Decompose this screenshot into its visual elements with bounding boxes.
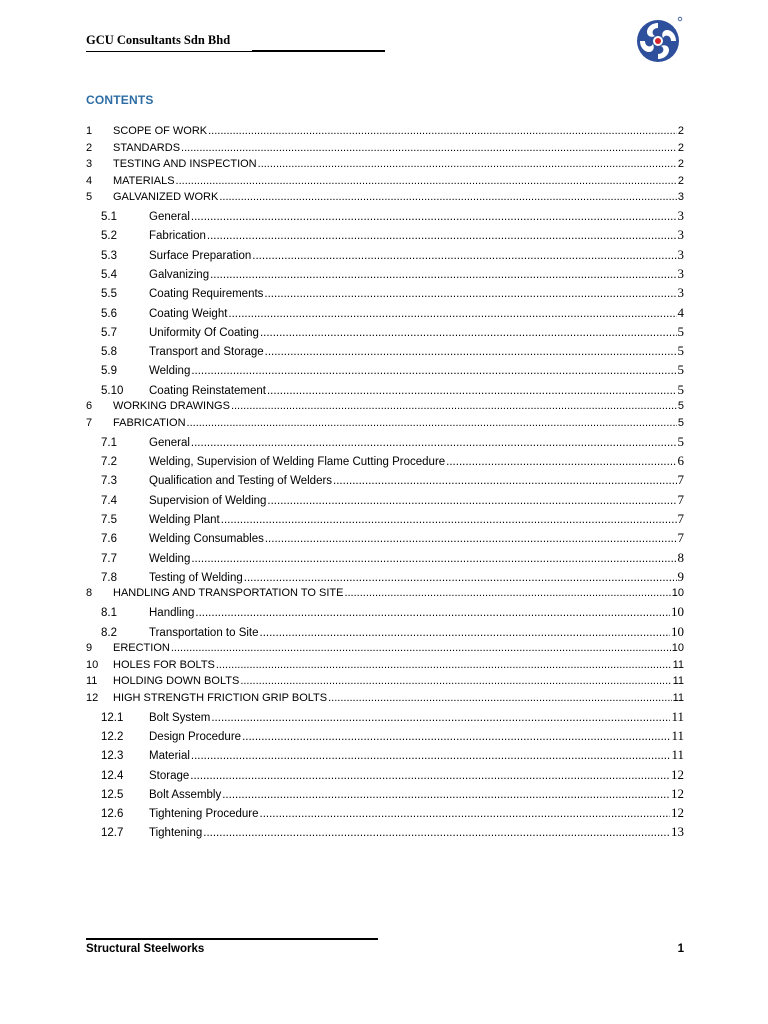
toc-entry[interactable] (86, 624, 684, 643)
footer-title: Structural Steelworks (86, 943, 205, 955)
toc-entry-title: Tightening Procedure (149, 808, 259, 821)
toc-dot-leader (211, 712, 670, 724)
toc-entry-title: Welding, Supervision of Welding Flame Cutting Procedure (149, 456, 446, 468)
toc-entry-title: Coating Weight (149, 307, 228, 320)
toc-dot-leader (265, 533, 677, 545)
toc-dot-leader (333, 475, 676, 487)
toc-entry-page: 8 (677, 549, 684, 565)
toc-entry[interactable] (86, 530, 684, 549)
toc-entry-title: WORKING DRAWINGS (113, 400, 230, 413)
toc-dot-leader (191, 211, 677, 223)
toc-entry-page: 11 (672, 675, 684, 688)
toc-entry-title: HOLDING DOWN BOLTS (113, 675, 240, 688)
toc-dot-leader (264, 288, 676, 300)
toc-entry-number: 5.6 (101, 307, 117, 320)
toc-entry[interactable] (86, 550, 684, 569)
toc-entry[interactable] (86, 227, 684, 246)
toc-entry-number: 5.5 (101, 288, 117, 301)
toc-entry-page: 4 (677, 304, 684, 320)
toc-entry[interactable] (86, 786, 684, 805)
toc-entry[interactable] (86, 158, 684, 174)
toc-entry-number: 7.2 (101, 456, 117, 468)
toc-entry-number: 5.1 (101, 211, 117, 223)
toc-entry-page: 6 (677, 453, 684, 468)
toc-entry-title: FABRICATION (113, 416, 186, 429)
toc-entry[interactable] (86, 767, 684, 786)
toc-entry-page: 3 (677, 227, 684, 243)
toc-entry-number: 5.8 (101, 346, 117, 359)
toc-entry-page: 7 (677, 510, 684, 526)
toc-dot-leader (328, 692, 671, 704)
toc-entry[interactable] (86, 692, 684, 708)
toc-entry[interactable] (86, 362, 684, 381)
toc-dot-leader (176, 175, 677, 187)
toc-entry-title: SCOPE OF WORK (113, 125, 208, 137)
toc-entry-page: 2 (677, 174, 684, 187)
toc-entry-page: 11 (672, 691, 684, 704)
toc-entry[interactable] (86, 587, 684, 603)
toc-entry[interactable] (86, 805, 684, 824)
toc-entry-number: 5.4 (101, 268, 117, 281)
toc-dot-leader (344, 587, 670, 599)
toc-entry[interactable] (86, 191, 684, 207)
toc-dot-leader (267, 385, 677, 397)
toc-entry-page: 10 (671, 642, 684, 655)
toc-entry-number: 10 (86, 658, 99, 671)
toc-dot-leader (187, 417, 677, 429)
toc-dot-leader (446, 456, 676, 468)
toc-entry-title: Storage (149, 769, 190, 782)
toc-entry-page: 5 (677, 362, 684, 378)
toc-entry-title: Surface Preparation (149, 249, 252, 262)
toc-dot-leader (181, 142, 677, 154)
toc-dot-leader (190, 770, 670, 782)
toc-entry-number: 1 (86, 125, 93, 137)
toc-entry-number: 6 (86, 400, 93, 413)
toc-entry-title: Bolt System (149, 711, 211, 724)
toc-dot-leader (222, 789, 670, 801)
toc-entry-title: TESTING AND INSPECTION (113, 158, 257, 170)
toc-entry-title: HOLES FOR BOLTS (113, 658, 215, 671)
toc-entry-number: 9 (86, 642, 93, 655)
toc-dot-leader (240, 675, 671, 687)
toc-entry[interactable] (86, 285, 684, 304)
toc-entry-title: Material (149, 750, 190, 763)
toc-entry-page: 7 (677, 491, 684, 507)
toc-entry-page: 5 (677, 343, 684, 359)
toc-dot-leader (191, 365, 676, 377)
toc-entry-title: Design Procedure (149, 730, 242, 743)
toc-entry-page: 11 (671, 727, 684, 743)
toc-entry-title: Welding Plant (149, 513, 220, 526)
toc-entry-page: 11 (672, 658, 684, 671)
toc-entry-title: Transport and Storage (149, 346, 264, 359)
toc-entry-page: 7 (677, 472, 684, 488)
toc-dot-leader (267, 495, 676, 507)
toc-entry-page: 5 (677, 400, 684, 413)
toc-entry-page: 2 (677, 125, 684, 137)
toc-entry-page: 12 (671, 785, 684, 801)
toc-entry-number: 7.3 (101, 475, 117, 488)
toc-entry-page: 3 (677, 285, 684, 301)
toc-entry-page: 5 (677, 433, 684, 449)
toc-entry-title: Coating Reinstatement (149, 384, 266, 397)
toc-entry[interactable] (86, 125, 684, 141)
toc-entry-number: 7.8 (101, 571, 117, 584)
toc-entry[interactable] (86, 305, 684, 324)
toc-entry-page: 12 (671, 766, 684, 782)
toc-entry-page: 12 (671, 805, 684, 821)
toc-entry-number: 12.7 (101, 827, 124, 840)
toc-entry-title: Supervision of Welding (149, 494, 267, 507)
toc-entry-number: 7 (86, 416, 93, 429)
toc-entry-page: 11 (671, 747, 684, 763)
contents-title: CONTENTS (86, 93, 154, 107)
toc-entry[interactable] (86, 343, 684, 362)
toc-entry-title: Galvanizing (149, 268, 210, 281)
toc-dot-leader (258, 158, 677, 170)
toc-entry-number: 4 (86, 174, 93, 187)
toc-entry-title: General (149, 211, 190, 223)
toc-dot-leader (260, 808, 670, 820)
toc-entry-number: 12.5 (101, 788, 124, 801)
toc-dot-leader (242, 731, 670, 743)
toc-entry-title: Transportation to Site (149, 626, 259, 639)
toc-entry-title: Welding (149, 552, 191, 565)
toc-entry-number: 8.1 (101, 607, 117, 620)
toc-dot-leader (191, 750, 671, 762)
toc-entry-number: 11 (86, 675, 98, 688)
toc-entry[interactable] (86, 492, 684, 511)
toc-entry[interactable] (86, 728, 684, 747)
toc-entry-number: 12.4 (101, 769, 124, 782)
toc-entry[interactable] (86, 453, 684, 472)
toc-entry-title: Uniformity Of Coating (149, 326, 259, 339)
toc-dot-leader (191, 553, 676, 565)
toc-entry-number: 5.10 (101, 384, 124, 397)
toc-entry-title: HANDLING AND TRANSPORTATION TO SITE (113, 587, 344, 600)
toc-entry[interactable] (86, 472, 684, 491)
toc-dot-leader (221, 514, 677, 526)
toc-entry-title: General (149, 436, 190, 449)
toc-dot-leader (210, 269, 676, 281)
toc-entry-title: Handling (149, 607, 195, 620)
toc-entry[interactable] (86, 569, 684, 588)
toc-entry[interactable] (86, 400, 684, 416)
toc-entry-page: 10 (671, 604, 684, 620)
toc-entry-number: 7.4 (101, 494, 117, 507)
toc-dot-leader (195, 607, 670, 619)
toc-dot-leader (265, 346, 677, 358)
toc-entry-title: Bolt Assembly (149, 788, 222, 801)
toc-dot-leader (260, 327, 677, 339)
toc-entry-title: Welding (149, 365, 191, 378)
toc-entry-page: 11 (671, 708, 684, 724)
toc-entry[interactable] (86, 142, 684, 158)
toc-entry[interactable] (86, 266, 684, 285)
toc-dot-leader (219, 191, 677, 203)
toc-dot-leader (191, 437, 677, 449)
toc-entry-number: 12 (86, 691, 99, 704)
company-logo-icon (633, 14, 685, 64)
toc-entry-page: 10 (671, 587, 684, 600)
toc-entry[interactable] (86, 604, 684, 623)
toc-entry-number: 3 (86, 158, 93, 170)
toc-entry-number: 8 (86, 587, 93, 600)
toc-entry[interactable] (86, 709, 684, 728)
header-rule-thin (86, 51, 252, 52)
toc-entry-number: 7.7 (101, 552, 117, 565)
toc-entry[interactable] (86, 247, 684, 266)
toc-entry[interactable] (86, 324, 684, 343)
toc-dot-leader (208, 125, 677, 137)
company-name: GCU Consultants Sdn Bhd (86, 33, 231, 47)
toc-dot-leader (228, 308, 676, 320)
toc-dot-leader (244, 572, 677, 584)
toc-dot-leader (171, 642, 671, 654)
toc-entry-number: 5.2 (101, 230, 117, 243)
toc-entry-title: Tightening (149, 827, 203, 840)
toc-entry-number: 2 (86, 141, 93, 154)
toc-entry-number: 5.7 (101, 326, 117, 339)
toc-entry-title: MATERIALS (113, 174, 175, 187)
toc-entry-title: Welding Consumables (149, 533, 264, 546)
toc-entry-number: 12.2 (101, 730, 124, 743)
toc-entry-page: 3 (677, 265, 684, 281)
toc-entry-page: 13 (671, 824, 684, 840)
toc-entry-page: 7 (677, 530, 684, 546)
toc-entry-number: 12.6 (101, 808, 124, 821)
toc-entry[interactable] (86, 511, 684, 530)
toc-entry-number: 7.6 (101, 533, 117, 546)
toc-entry-number: 5.3 (101, 249, 117, 262)
toc-entry-page: 5 (677, 416, 684, 429)
toc-entry-number: 7.1 (101, 436, 117, 449)
footer-page-number: 1 (677, 943, 684, 955)
toc-dot-leader (260, 627, 670, 639)
toc-entry-page: 3 (677, 191, 684, 203)
toc-entry-page: 3 (677, 208, 684, 223)
toc-dot-leader (216, 659, 672, 671)
toc-entry[interactable] (86, 675, 684, 691)
toc-entry-page: 2 (677, 158, 684, 170)
toc-entry-number: 8.2 (101, 626, 117, 639)
toc-entry[interactable] (86, 434, 684, 453)
toc-entry-number: 7.5 (101, 513, 117, 526)
header-rule (252, 50, 385, 52)
toc-entry-page: 2 (677, 141, 684, 154)
footer-rule (86, 938, 378, 940)
toc-entry-page: 9 (677, 568, 684, 584)
toc-entry[interactable] (86, 747, 684, 766)
toc-entry-number: 5 (86, 191, 93, 203)
toc-entry[interactable] (86, 659, 684, 675)
toc-entry-number: 12.3 (101, 750, 124, 763)
toc-entry-title: GALVANIZED WORK (113, 191, 219, 203)
toc-entry-title: Testing of Welding (149, 571, 243, 584)
toc-entry-page: 3 (677, 246, 684, 262)
toc-dot-leader (252, 250, 676, 262)
toc-dot-leader (231, 400, 677, 412)
toc-entry-title: Fabrication (149, 230, 206, 243)
toc-dot-leader (207, 230, 677, 242)
toc-entry-page: 5 (677, 323, 684, 339)
toc-entry[interactable] (86, 642, 684, 658)
toc-entry-title: STANDARDS (113, 141, 181, 154)
toc-entry-page: 10 (671, 623, 684, 639)
toc-entry[interactable] (86, 824, 684, 843)
toc-entry-number: 12.1 (101, 711, 124, 724)
toc-entry-title: Coating Requirements (149, 288, 264, 301)
toc-entry-number: 5.9 (101, 365, 117, 378)
toc-entry[interactable] (86, 417, 684, 433)
toc-entry-title: HIGH STRENGTH FRICTION GRIP BOLTS (113, 691, 328, 704)
toc-entry[interactable] (86, 382, 684, 401)
toc-entry-page: 5 (677, 381, 684, 397)
toc-entry[interactable] (86, 208, 684, 227)
toc-entry[interactable] (86, 175, 684, 191)
toc-entry-title: ERECTION (113, 642, 170, 655)
toc-entry-title: Qualification and Testing of Welders (149, 475, 333, 488)
toc-dot-leader (203, 827, 670, 839)
